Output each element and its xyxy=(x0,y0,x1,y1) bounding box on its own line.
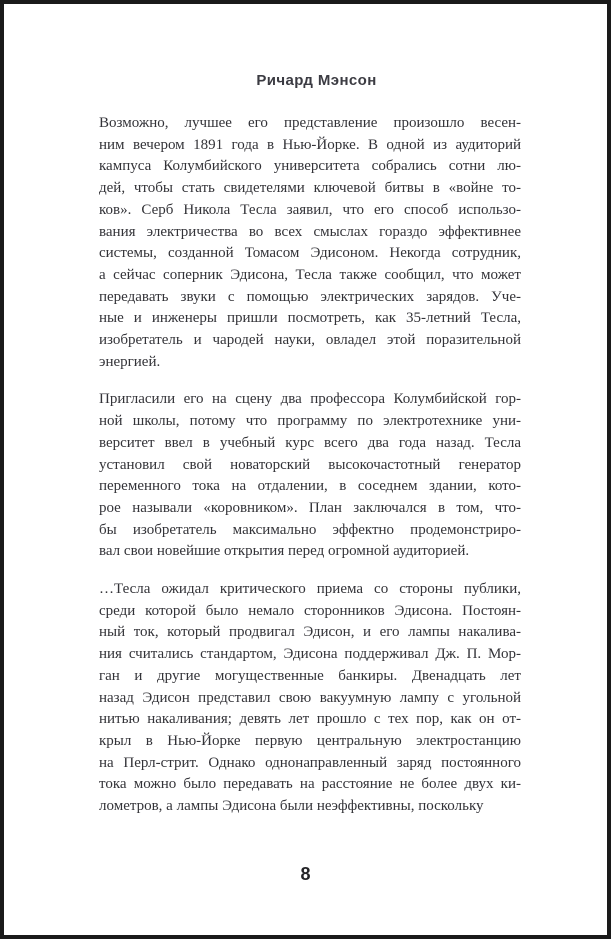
text-line: нитью накаливания; девять лет прошло с тех пор, как он от- xyxy=(99,711,521,728)
text-line: Возможно, лучшее его представление произошло весен- xyxy=(99,115,521,131)
text-line: ков». Серб Никола Тесла заявил, что его способ использо- xyxy=(99,201,521,218)
text-line: ный ток, который продвигал Эдисон, и его лампы накалива- xyxy=(99,624,521,641)
paragraph xyxy=(99,113,521,373)
page-number: 8 xyxy=(300,864,311,884)
text-line: …Тесла ожидал критического приема со стороны публики, xyxy=(99,581,521,598)
text-line: установил свой новаторский высокочастотный генератор xyxy=(99,456,521,473)
running-head-author: Ричард Мэнсон xyxy=(256,72,377,89)
text-line: рое называли «коровником». План заключался в том, что- xyxy=(99,499,521,516)
text-line: переменного тока на отдалении, в соседнем здании, кото- xyxy=(99,478,521,495)
paragraph xyxy=(99,579,521,818)
text-line: верситет ввел в учебный курс всего два года назад. Тесла xyxy=(99,434,521,451)
text-line: Пригласили его на сцену два профессора Колумбийской гор- xyxy=(99,391,521,408)
text-line: вания электричества во всех смыслах гораздо эффективнее xyxy=(99,223,521,240)
text-line: кампуса Колумбийского университета собрались сотни лю- xyxy=(99,158,521,175)
text-line: изобретатель и чародей науки, овладел этой поразительной xyxy=(99,332,521,349)
text-line: ган и другие могущественные банкиры. Двенадцать лет xyxy=(99,667,521,684)
text-line: тока можно было передавать на расстояние не более двух ки- xyxy=(99,776,521,793)
text-line: передавать звуки с помощью электрических зарядов. Уче- xyxy=(99,288,521,305)
text-line: энергией. xyxy=(99,353,161,370)
text-line: дей, чтобы стать свидетелями ключевой битвы в «войне то- xyxy=(99,180,521,197)
paragraph xyxy=(99,389,521,563)
text-line: лометров, а лампы Эдисона были неэффективны, поскольку xyxy=(99,798,484,815)
text-line: а сейчас соперник Эдисона, Тесла также сообщил, что может xyxy=(99,266,521,283)
text-line: на Перл-стрит. Однако однонаправленный заряд постоянного xyxy=(99,754,521,771)
text-line: ные и инженеры пришли посмотреть, как 35-летний Тесла, xyxy=(99,310,521,327)
text-line: вал свои новейшие открытия перед огромной аудиторией. xyxy=(99,543,470,560)
text-line: среди которой было немало сторонников Эдисона. Постоян- xyxy=(99,602,521,619)
text-line: крыл в Нью-Йорке первую центральную электростанцию xyxy=(99,732,521,749)
text-line: бы изобретатель максимально эффектно продемонстриро- xyxy=(99,521,521,538)
text-line: ной школы, потому что программу по электротехнике уни- xyxy=(99,413,521,430)
running-head xyxy=(4,73,607,88)
text-line: ния считались стандартом, Эдисона поддерживал Дж. П. Мор- xyxy=(99,646,521,663)
text-line: ним вечером 1891 года в Нью-Йорке. В одной из аудиторий xyxy=(99,136,521,153)
text-line: системы, созданной Томасом Эдисоном. Некогда сотрудник, xyxy=(99,245,521,262)
body-text xyxy=(99,113,521,818)
text-line: назад Эдисон представил свою вакуумную лампу с угольной xyxy=(99,689,521,706)
